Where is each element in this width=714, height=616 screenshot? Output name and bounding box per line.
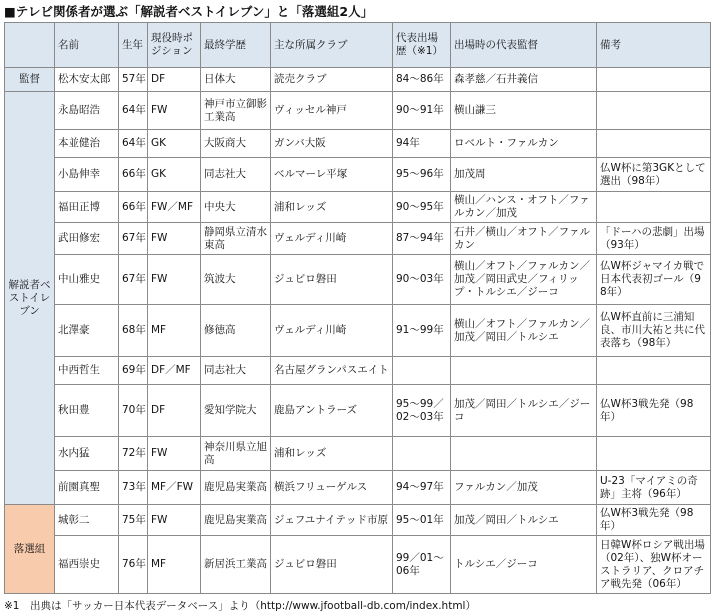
table-cell: 横山／オフト／ファルカン／加茂／岡田／トルシエ xyxy=(451,305,597,357)
table-cell: 本並健治 xyxy=(55,130,119,158)
group-label: 落選組 xyxy=(5,505,55,594)
header-cell: 主な所属クラブ xyxy=(271,23,393,68)
table-row xyxy=(5,385,711,437)
table-cell: 87～94年 xyxy=(393,223,451,255)
table-cell: ヴェルディ川崎 xyxy=(271,223,393,255)
footnote: ※1 出典は「サッカー日本代表データベース」より（http://www.jfootball-db.com/index.html） xyxy=(4,600,476,612)
table-cell: 91～99年 xyxy=(393,305,451,357)
table-row xyxy=(5,357,711,385)
table-cell xyxy=(597,357,711,385)
group-label: 解説者ベストイレブン xyxy=(5,92,55,505)
table-cell: 仏W杯直前に三浦知良、市川大祐と共に代表落ち（98年） xyxy=(597,305,711,357)
table-cell: 90～91年 xyxy=(393,92,451,130)
table-cell: ジュビロ磐田 xyxy=(271,255,393,305)
header-row xyxy=(5,23,711,68)
table-cell: 中西哲生 xyxy=(55,357,119,385)
table-cell: ガンバ大阪 xyxy=(271,130,393,158)
table-cell: ヴィッセル神戸 xyxy=(271,92,393,130)
table-cell xyxy=(597,130,711,158)
table-cell: 秋田豊 xyxy=(55,385,119,437)
table-cell: 67年 xyxy=(119,223,148,255)
table-cell: 鹿児島実業高 xyxy=(201,471,271,505)
table-cell xyxy=(597,68,711,92)
table-cell xyxy=(597,192,711,223)
table-cell: 名古屋グランパスエイト xyxy=(271,357,393,385)
table-cell: 日韓W杯ロシア戦出場（02年）、独W杯オーストラリア、クロアチア戦先発（06年） xyxy=(597,536,711,594)
table-row xyxy=(5,130,711,158)
table-cell: 神奈川県立旭高 xyxy=(201,437,271,471)
table-cell: 同志社大 xyxy=(201,357,271,385)
table-cell: 加茂周 xyxy=(451,158,597,192)
header-cell: 代表出場歴（※1） xyxy=(393,23,451,68)
table-row xyxy=(5,305,711,357)
table-cell: 横山謙三 xyxy=(451,92,597,130)
table-row xyxy=(5,68,711,92)
table-cell: 愛知学院大 xyxy=(201,385,271,437)
table-cell: MF xyxy=(148,536,201,594)
table-cell: FW／MF xyxy=(148,192,201,223)
header-cell xyxy=(5,23,55,68)
table-cell: ジェフユナイテッド市原 xyxy=(271,505,393,536)
table-cell: 84～86年 xyxy=(393,68,451,92)
table-cell: 武田修宏 xyxy=(55,223,119,255)
table-cell: 修徳高 xyxy=(201,305,271,357)
table-cell: 新居浜工業高 xyxy=(201,536,271,594)
table-cell: U-23「マイアミの奇跡」主将（96年） xyxy=(597,471,711,505)
table-cell: 横山／ハンス・オフト／ファルカン／加茂 xyxy=(451,192,597,223)
table-cell: 同志社大 xyxy=(201,158,271,192)
table-cell: 城彰二 xyxy=(55,505,119,536)
table-cell: 64年 xyxy=(119,92,148,130)
group-label: 監督 xyxy=(5,68,55,92)
table-cell: 浦和レッズ xyxy=(271,437,393,471)
table-cell xyxy=(451,437,597,471)
table-cell: 小島伸幸 xyxy=(55,158,119,192)
table-cell: 石井／横山／オフト／ファルカン xyxy=(451,223,597,255)
header-cell: 最終学歴 xyxy=(201,23,271,68)
table-cell: 仏W杯3戦先発（98年） xyxy=(597,505,711,536)
table-cell: DF xyxy=(148,68,201,92)
table-cell: 95～96年 xyxy=(393,158,451,192)
table-cell: 72年 xyxy=(119,437,148,471)
table-cell: 73年 xyxy=(119,471,148,505)
table-cell: 66年 xyxy=(119,158,148,192)
table-cell: 76年 xyxy=(119,536,148,594)
header-cell: 現役時ポジション xyxy=(148,23,201,68)
table-cell: 横浜フリューゲルス xyxy=(271,471,393,505)
table-cell: FW xyxy=(148,223,201,255)
table-cell: FW xyxy=(148,92,201,130)
table-cell: 森孝慈／石井義信 xyxy=(451,68,597,92)
table-cell: 読売クラブ xyxy=(271,68,393,92)
table-cell: 69年 xyxy=(119,357,148,385)
table-title: ■テレビ関係者が選ぶ「解説者ベストイレブン」と「落選組2人」 xyxy=(4,4,374,19)
table-cell xyxy=(597,437,711,471)
table-cell: 95～99／02～03年 xyxy=(393,385,451,437)
table-cell: ファルカン／加茂 xyxy=(451,471,597,505)
table-row xyxy=(5,158,711,192)
table-cell: トルシエ／ジーコ xyxy=(451,536,597,594)
table-cell: 中山雅史 xyxy=(55,255,119,305)
table-row xyxy=(5,536,711,594)
table-cell: 加茂／岡田／トルシエ xyxy=(451,505,597,536)
table-cell: 75年 xyxy=(119,505,148,536)
table-cell: 北澤豪 xyxy=(55,305,119,357)
table-cell: 90～95年 xyxy=(393,192,451,223)
table-row xyxy=(5,255,711,305)
table-cell xyxy=(393,357,451,385)
table-row xyxy=(5,92,711,130)
table-cell: 永島昭浩 xyxy=(55,92,119,130)
table-cell: ロベルト・ファルカン xyxy=(451,130,597,158)
table-cell: 水内猛 xyxy=(55,437,119,471)
table-row xyxy=(5,471,711,505)
table-cell: GK xyxy=(148,130,201,158)
table-cell: 68年 xyxy=(119,305,148,357)
table-cell: 鹿島アントラーズ xyxy=(271,385,393,437)
table-cell: 99／01～06年 xyxy=(393,536,451,594)
table-row xyxy=(5,223,711,255)
table-cell: 「ドーハの悲劇」出場（93年） xyxy=(597,223,711,255)
header-cell: 名前 xyxy=(55,23,119,68)
players-table xyxy=(4,22,711,594)
table-cell xyxy=(597,92,711,130)
table-cell: ヴェルディ川崎 xyxy=(271,305,393,357)
table-cell: 66年 xyxy=(119,192,148,223)
table-cell: 浦和レッズ xyxy=(271,192,393,223)
table-cell: GK xyxy=(148,158,201,192)
table-cell: ジュビロ磐田 xyxy=(271,536,393,594)
table-cell: 静岡県立清水東高 xyxy=(201,223,271,255)
table-cell: 94年 xyxy=(393,130,451,158)
table-cell: 筑波大 xyxy=(201,255,271,305)
table-cell: 67年 xyxy=(119,255,148,305)
table-cell: 仏W杯ジャマイカ戦で日本代表初ゴール（98年） xyxy=(597,255,711,305)
table-cell: 鹿児島実業高 xyxy=(201,505,271,536)
table-cell: FW xyxy=(148,505,201,536)
table-cell: ベルマーレ平塚 xyxy=(271,158,393,192)
table-cell: 福西崇史 xyxy=(55,536,119,594)
table-cell xyxy=(393,437,451,471)
table-cell: 加茂／岡田／トルシエ／ジーコ xyxy=(451,385,597,437)
table-cell: 57年 xyxy=(119,68,148,92)
table-cell: FW xyxy=(148,255,201,305)
table-cell: 日体大 xyxy=(201,68,271,92)
table-cell: MF／FW xyxy=(148,471,201,505)
table-cell: 福田正博 xyxy=(55,192,119,223)
table-cell: 前園真聖 xyxy=(55,471,119,505)
table-cell: FW xyxy=(148,437,201,471)
table-cell: 64年 xyxy=(119,130,148,158)
table-cell: 松木安太郎 xyxy=(55,68,119,92)
table-row xyxy=(5,437,711,471)
table-cell: 仏W杯に第3GKとして選出（98年） xyxy=(597,158,711,192)
table-cell: 70年 xyxy=(119,385,148,437)
header-cell: 出場時の代表監督 xyxy=(451,23,597,68)
table-cell xyxy=(451,357,597,385)
table-cell: 中央大 xyxy=(201,192,271,223)
table-cell: 95～01年 xyxy=(393,505,451,536)
table-cell: DF／MF xyxy=(148,357,201,385)
table-cell: 90～03年 xyxy=(393,255,451,305)
table-cell: DF xyxy=(148,385,201,437)
table-cell: MF xyxy=(148,305,201,357)
header-cell: 備考 xyxy=(597,23,711,68)
table-cell: 94～97年 xyxy=(393,471,451,505)
table-cell: 神戸市立御影工業高 xyxy=(201,92,271,130)
table-cell: 横山／オフト／ファルカン／加茂／岡田武史／フィリップ・トルシエ／ジーコ xyxy=(451,255,597,305)
header-cell: 生年 xyxy=(119,23,148,68)
table-row xyxy=(5,192,711,223)
table-cell: 仏W杯3戦先発（98年） xyxy=(597,385,711,437)
table-row xyxy=(5,505,711,536)
table-cell: 大阪商大 xyxy=(201,130,271,158)
